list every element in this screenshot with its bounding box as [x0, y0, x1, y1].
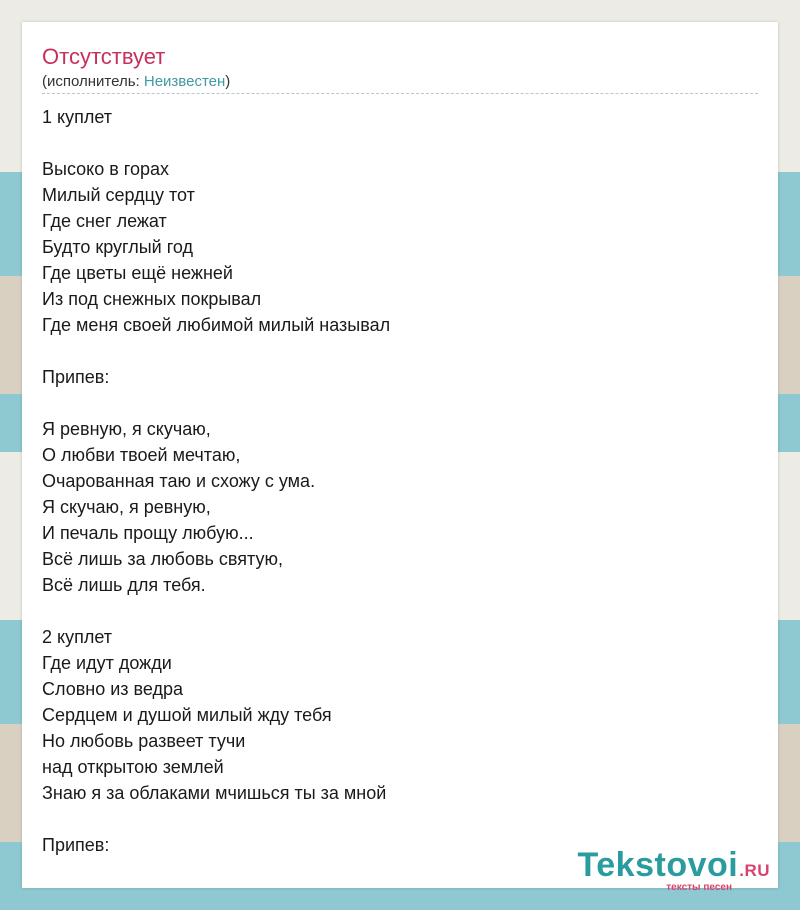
header-divider	[42, 93, 758, 94]
lyric-line: Где идут дожди	[42, 653, 172, 673]
lyric-line: Припев:	[42, 367, 110, 387]
lyric-line: Словно из ведра	[42, 679, 184, 699]
lyric-line: над открытою землей	[42, 757, 224, 777]
lyric-line: О любви твоей мечтаю,	[42, 445, 241, 465]
lyric-line: Где меня своей любимой милый называл	[42, 315, 391, 335]
lyric-line: Сердцем и душой милый жду тебя	[42, 705, 332, 725]
lyric-line: Припев:	[42, 835, 110, 855]
site-logo[interactable]	[577, 846, 770, 893]
song-title: Отсутствует	[42, 44, 166, 69]
artist-suffix: )	[225, 73, 231, 90]
lyric-line	[42, 390, 390, 416]
lyric-line: Из под снежных покрывал	[42, 289, 262, 309]
lyric-line	[42, 806, 390, 832]
lyric-line: 1 куплет	[42, 107, 112, 127]
lyric-line: И печаль прощу любую...	[42, 523, 254, 543]
lyric-line: Будто круглый год	[42, 237, 194, 257]
logo-tagline: тексты песен	[666, 882, 732, 893]
lyric-line	[42, 338, 390, 364]
lyric-line: 2 куплет	[42, 627, 112, 647]
lyric-line: Я ревную, я скучаю,	[42, 419, 211, 439]
lyrics-text	[42, 104, 390, 858]
logo-tld: .RU	[739, 861, 770, 880]
lyric-line: Высоко в горах	[42, 159, 170, 179]
lyric-line: Знаю я за облаками мчишься ты за мной	[42, 783, 387, 803]
artist-link[interactable]: Неизвестен	[143, 73, 226, 90]
lyric-line: Очарованная таю и схожу с ума.	[42, 471, 316, 491]
lyric-line: Всё лишь за любовь святую,	[42, 549, 283, 569]
lyric-line: Где снег лежат	[42, 211, 167, 231]
artist-line	[42, 72, 230, 92]
lyric-line: Я скучаю, я ревную,	[42, 497, 211, 517]
lyric-line: Милый сердцу тот	[42, 185, 195, 205]
lyric-line	[42, 598, 390, 624]
artist-prefix: (исполнитель:	[42, 73, 144, 90]
lyric-line: Но любовь развеет тучи	[42, 731, 246, 751]
lyrics-card	[22, 22, 778, 893]
lyric-line: Всё лишь для тебя.	[42, 575, 206, 595]
lyric-line: Где цветы ещё нежней	[42, 263, 233, 283]
lyric-line	[42, 130, 390, 156]
logo-main-text: Tekstovoi	[577, 846, 739, 884]
